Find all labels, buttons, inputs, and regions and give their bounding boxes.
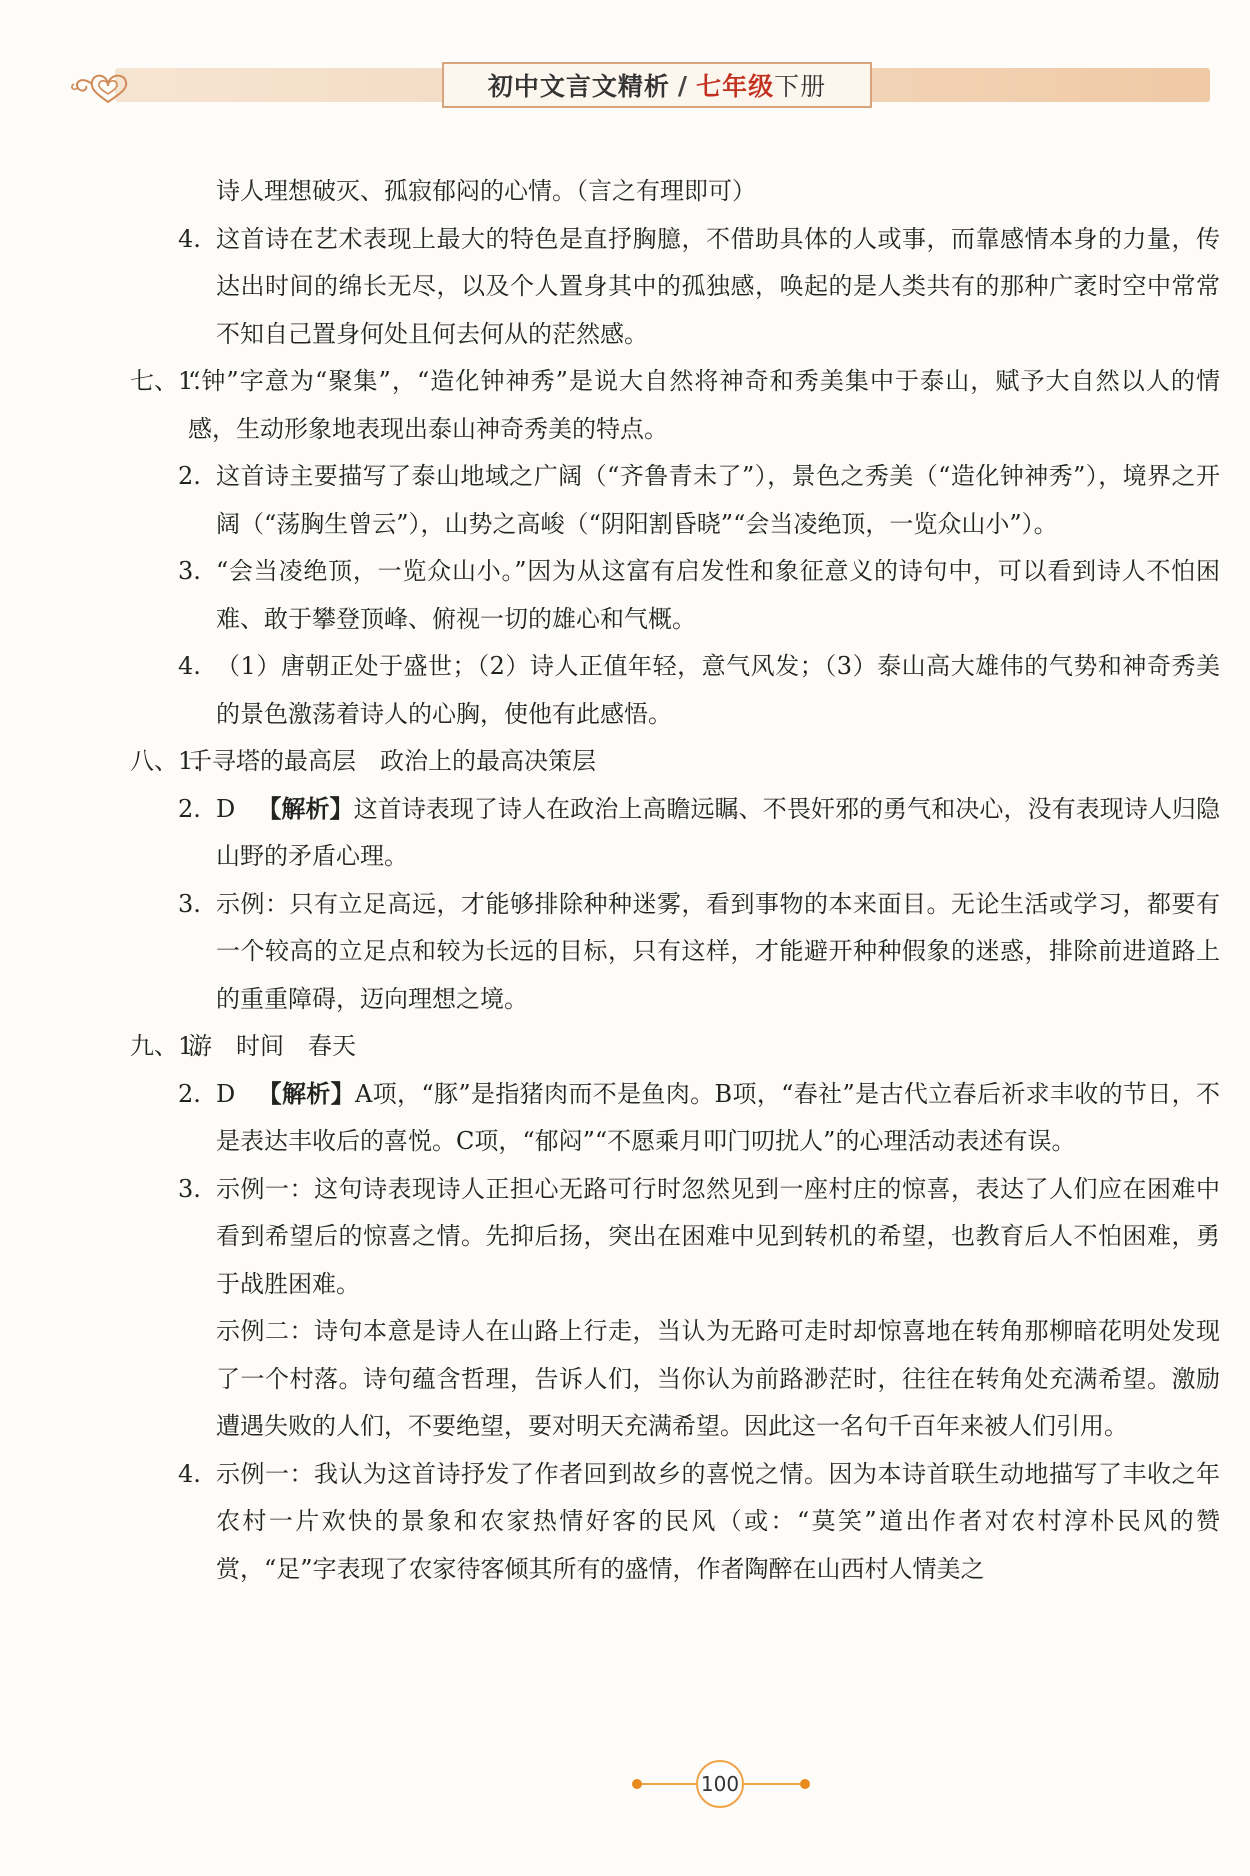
book-title-box	[442, 62, 872, 108]
answer-paragraph	[130, 548, 1220, 643]
grade-label: 七年级	[696, 72, 775, 101]
answer-paragraph	[130, 1166, 1220, 1309]
answer-paragraph	[130, 881, 1220, 1024]
paragraph-text: 示例二：诗句本意是诗人在山路上行走，当认为无路可走时却惊喜地在转角那柳暗花明处发现了一个村落。诗句蕴含哲理，告诉人们，当你认为前路渺茫时，往往在转角处充满希望。激励遭遇失败的人们，不要绝望，要对明天充满希望。因此这一名句千百年来被人们引用。	[216, 1317, 1220, 1440]
page-header	[60, 62, 1210, 112]
paragraph-text: “钟”字意为“聚集”，“造化钟神秀”是说大自然将神奇和秀美集中于泰山，赋予大自然以人的情感，生动形象地表现出泰山神奇秀美的特点。	[188, 367, 1220, 443]
answer-paragraph	[130, 786, 1220, 881]
answer-paragraph	[130, 358, 1220, 453]
answer-paragraph	[130, 1308, 1220, 1451]
footer-dot-right	[800, 1779, 810, 1789]
question-number: 3.	[178, 557, 201, 585]
question-number: 2.	[178, 1079, 201, 1108]
question-number: 2.	[178, 794, 201, 823]
section-number: 八、1.	[130, 747, 201, 775]
answer-paragraph	[130, 453, 1220, 548]
answer-paragraph	[130, 1451, 1220, 1594]
paragraph-text: 游 时间 春天	[188, 1032, 356, 1060]
answer-choice: D	[216, 794, 236, 823]
page-number-footer	[610, 1758, 830, 1814]
question-number: 4.	[178, 652, 201, 680]
footer-dot-left	[632, 1779, 642, 1789]
book-title: 初中文言文精析	[487, 72, 670, 101]
answer-paragraph	[130, 1071, 1220, 1166]
paragraph-text: 千寻塔的最高层 政治上的最高决策层	[188, 747, 596, 775]
question-number: 2.	[178, 462, 201, 490]
answer-paragraph	[130, 738, 1220, 786]
answer-content	[130, 168, 1220, 1593]
title-separator: /	[677, 70, 689, 100]
answer-paragraph	[130, 643, 1220, 738]
analysis-label: 【解析】	[257, 794, 354, 823]
section-number: 七、1.	[130, 367, 201, 395]
answer-paragraph	[130, 216, 1220, 359]
paragraph-text: 这首诗主要描写了泰山地域之广阔（“齐鲁青未了”），景色之秀美（“造化钟神秀”），境界之开阔（“荡胸生曾云”），山势之高峻（“阴阳割昏晓”“会当凌绝顶，一览众山小”）。	[216, 462, 1220, 538]
answer-paragraph	[130, 168, 1220, 216]
footer-line-left	[640, 1783, 696, 1785]
question-number: 3.	[178, 1174, 201, 1203]
page-number: 100	[696, 1760, 744, 1808]
paragraph-text: 示例一：这句诗表现诗人正担心无路可行时忽然见到一座村庄的惊喜，表达了人们应在困难中看到希望后的惊喜之情。先抑后扬，突出在困难中见到转机的希望，也教育后人不怕困难，勇于战胜困难。	[216, 1174, 1220, 1298]
answer-paragraph	[130, 1023, 1220, 1071]
paragraph-text: 诗人理想破灭、孤寂郁闷的心情。（言之有理即可）	[216, 177, 756, 205]
paragraph-text: 这首诗在艺术表现上最大的特色是直抒胸臆，不借助具体的人或事，而靠感情本身的力量，传达出时间的绵长无尽，以及个人置身其中的孤独感，唤起的是人类共有的那种广袤时空中常常不知自己置身何处且何去何从的茫然感。	[216, 224, 1220, 348]
question-number: 3.	[178, 889, 201, 918]
paragraph-text: （1）唐朝正处于盛世；（2）诗人正值年轻，意气风发；（3）泰山高大雄伟的气势和神奇秀美的景色激荡着诗人的心胸，使他有此感悟。	[216, 652, 1220, 728]
analysis-label: 【解析】	[257, 1079, 356, 1108]
question-number: 4.	[178, 1459, 201, 1488]
footer-line-right	[744, 1783, 800, 1785]
volume-label: 下册	[774, 72, 827, 101]
question-number: 4.	[178, 224, 201, 253]
paragraph-text: 示例一：我认为这首诗抒发了作者回到故乡的喜悦之情。因为本诗首联生动地描写了丰收之年农村一片欢快的景象和农家热情好客的民风（或：“莫笑”道出作者对农村淳朴民风的赞赏，“足”字表现了农家待客倾其所有的盛情，作者陶醉在山西村人情美之	[216, 1459, 1220, 1583]
paragraph-text: A项，“豚”是指猪肉而不是鱼肉。B项，“春社”是古代立春后祈求丰收的节日，不是表达丰收后的喜悦。C项，“郁闷”“不愿乘月叩门叨扰人”的心理活动表述有误。	[216, 1079, 1221, 1155]
section-number: 九、1.	[130, 1032, 201, 1060]
heart-scroll-ornament-icon	[68, 66, 134, 106]
paragraph-text: “会当凌绝顶，一览众山小。”因为从这富有启发性和象征意义的诗句中，可以看到诗人不怕困难、敢于攀登顶峰、俯视一切的雄心和气概。	[216, 557, 1220, 633]
paragraph-text: 这首诗表现了诗人在政治上高瞻远瞩、不畏奸邪的勇气和决心，没有表现诗人归隐山野的矛盾心理。	[216, 794, 1220, 870]
paragraph-text: 示例：只有立足高远，才能够排除种种迷雾，看到事物的本来面目。无论生活或学习，都要有一个较高的立足点和较为长远的目标，只有这样，才能避开种种假象的迷惑，排除前进道路上的重重障碍，迈向理想之境。	[216, 889, 1220, 1013]
answer-choice: D	[216, 1079, 236, 1108]
